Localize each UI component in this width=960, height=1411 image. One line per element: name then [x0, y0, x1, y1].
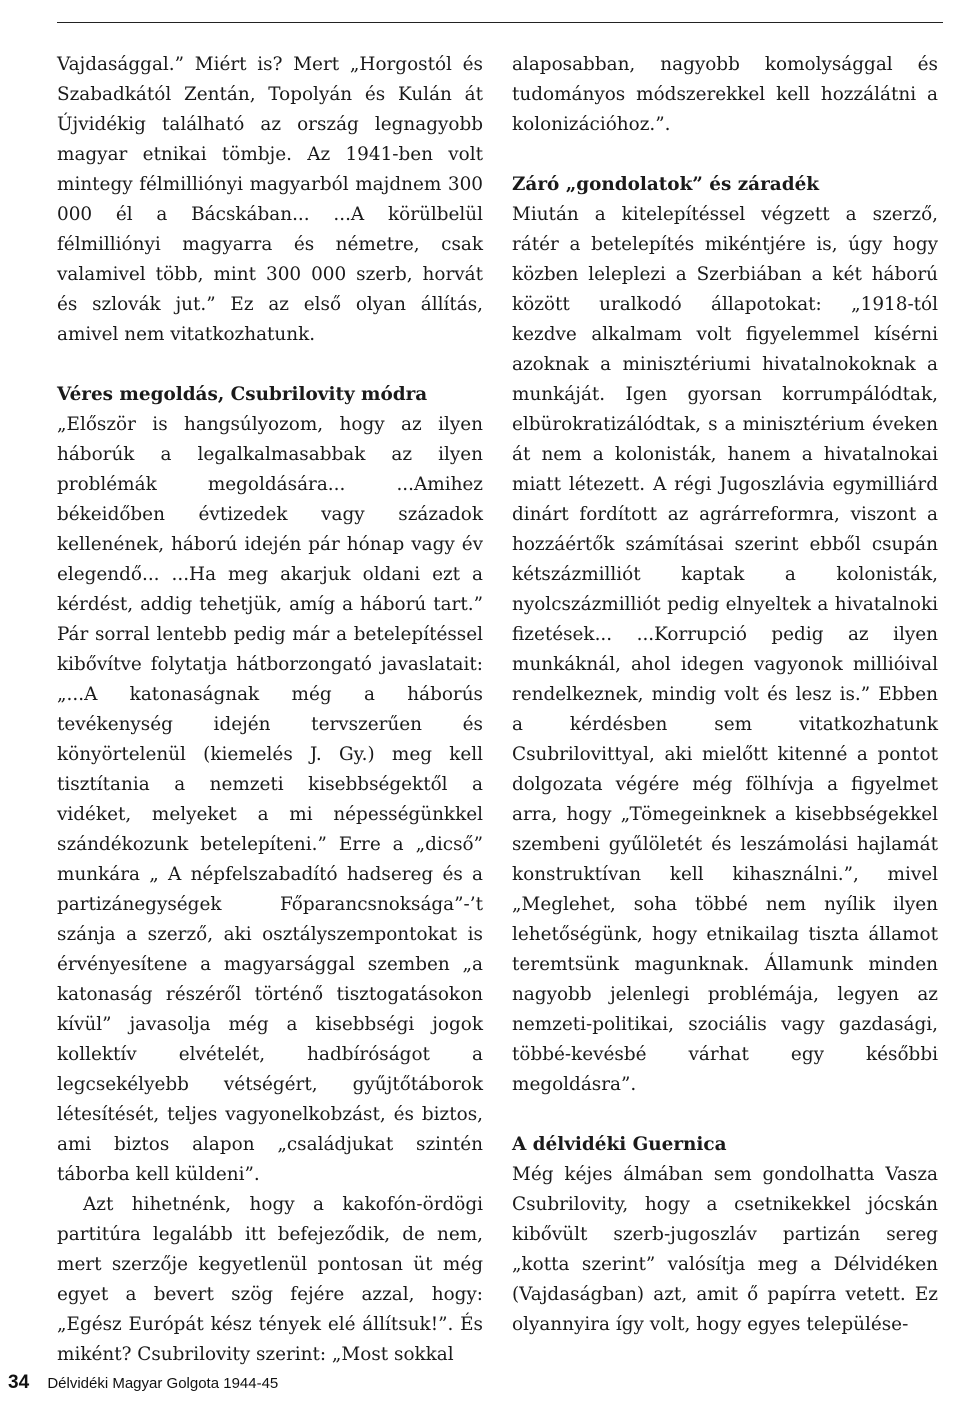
right-column [512, 50, 938, 1340]
paragraph: Vajdasággal.” Miért is? Mert „Horgostól és Szabadkától Zentán, Topolyán és Kulán át Újvidékig található az ország legnagyobb magyar etnikai tömbje. Az 1941-ben volt mintegy félmilliónyi magyarból majdnem 300 000 él a Bácskában... ...A körülbelül félmilliónyi magyarra és németre, csak valamivel több, mint 300 000 szerb, horvát és szlovák jut.” Ez az első olyan állítás, amivel nem vitatkozhatunk. [57, 54, 483, 345]
spacer [512, 140, 938, 170]
paragraph: Miután a kitelepítéssel végzett a szerző, rátér a betelepítés mikéntjére is, úgy hogy közben leleplezi a Szerbiában a két háború között uralkodó állapotokat: „1918-tól kezdve alkalmam volt figyelemmel kísérni azoknak a minisztériumi hivatalnokoknak a munkáját. Igen gyorsan korrumpálódtak, elbürokratizálódtak, s a minisztérium éveken át nem a kolonisták, hanem a hivatalnokai miatt létezett. A régi Jugoszlávia egymilliárd dinárt fordított az agrárreformra, viszont a hozzáértők számításai szerint ebből csupán kétszázmilliót kaptak a kolonisták, nyolcszázmilliót pedig elnyeltek a hivatalnoki fizetések... ...Korrupció pedig az ilyen munkáknál, ahol idegen vagyonok millióival rendelkeznek, mindig volt és lesz is.” Ebben a kérdésben sem vitatkozhatunk Csubrilovittyal, aki mielőtt kitenné a pontot dolgozata végére még fölhívja a figyelmet arra, hogy „Tömegeinknek a kisebbségekkel szembeni gyűlöletét és leszámolási hajlamát konstruktívan kell kihasználni.”, mivel „Meglehet, soha többé nem nyílik ilyen lehetőségünk, hogy etnikailag tiszta államot teremtsünk magunknak. Államunk minden nagyobb jelenlegi problémája, legyen az nemzeti-politikai, szociális vagy gazdasági, többé-kevésbé várhat egy későbbi megoldásra”. [512, 204, 938, 1095]
spacer [57, 350, 483, 380]
paragraph: alaposabban, nagyobb komolysággal és tudományos módszerekkel kell hozzálátni a kolonizációhoz.”. [512, 54, 938, 135]
page-number: 34 [8, 1372, 30, 1393]
section-heading: Véres megoldás, Csubrilovity módra [57, 384, 428, 405]
top-rule [57, 22, 943, 23]
section-heading: A délvidéki Guernica [512, 1134, 727, 1155]
spacer [512, 1100, 938, 1130]
left-column [57, 50, 483, 1370]
paragraph: „Először is hangsúlyozom, hogy az ilyen háborúk a legalkalmasabbak az ilyen problémák megoldására... ...Amihez békeidőben évtizedek vagy századok kellenének, háború idején pár hónap vagy év elegendő... ...Ha meg akarjuk oldani ezt a kérdést, addig tehetjük, amíg a háború tart.” Pár sorral lentebb pedig már a betelepítéssel kibővítve folytatja hátborzongató javaslatait: „...A katonaságnak még a háborús tevékenység idején tervszerűen és könyörtelenül (kiemelés J. Gy.) meg kell tisztítania a nemzeti kisebbségektől a vidéket, melyeket a mi népességünkkel szándékozunk betelepíteni.” Erre a „dicső” munkára „ A népfelszabadító hadsereg és a partizánegységek Főparancsnoksága”-’t szánja a szerző, aki osztályszempontokat is érvényesítene a magyarsággal szemben „a katonaság részéről történő tisztogatásokon kívül” javasolja még a kisebbségi jogok kollektív elvételét, hadbíróságot a legcsekélyebb vétségért, gyűjtőtáborok létesítését, teljes vagyonelkobzást, és biztos, ami biztos alapon „családjukat szintén táborba kell küldeni”. [57, 414, 483, 1185]
paragraph: Még kéjes álmában sem gondolhatta Vasza Csubrilovity, hogy a csetnikekkel jócskán kibővült szerb-jugoszláv partizán sereg „kotta szerint” valósítja meg a Délvidéken (Vajdaságban) azt, amit ő papírra vetett. Ez olyannyira így volt, hogy egyes települése- [512, 1164, 938, 1335]
paragraph: Azt hihetnénk, hogy a kakofón-ördögi partitúra legalább itt befejeződik, de nem, mert szerzője kegyetlenül pontosan üt még egyet a bevert szög fejére azzal, hogy: „Egész Európát kész tények elé állítsuk!”. És miként? Csubrilovity szerint: „Most sokkal [57, 1194, 483, 1365]
publication-title: Délvidéki Magyar Golgota 1944-45 [47, 1375, 279, 1392]
page-footer [8, 1372, 278, 1394]
section-heading: Záró „gondolatok” és záradék [512, 174, 820, 195]
